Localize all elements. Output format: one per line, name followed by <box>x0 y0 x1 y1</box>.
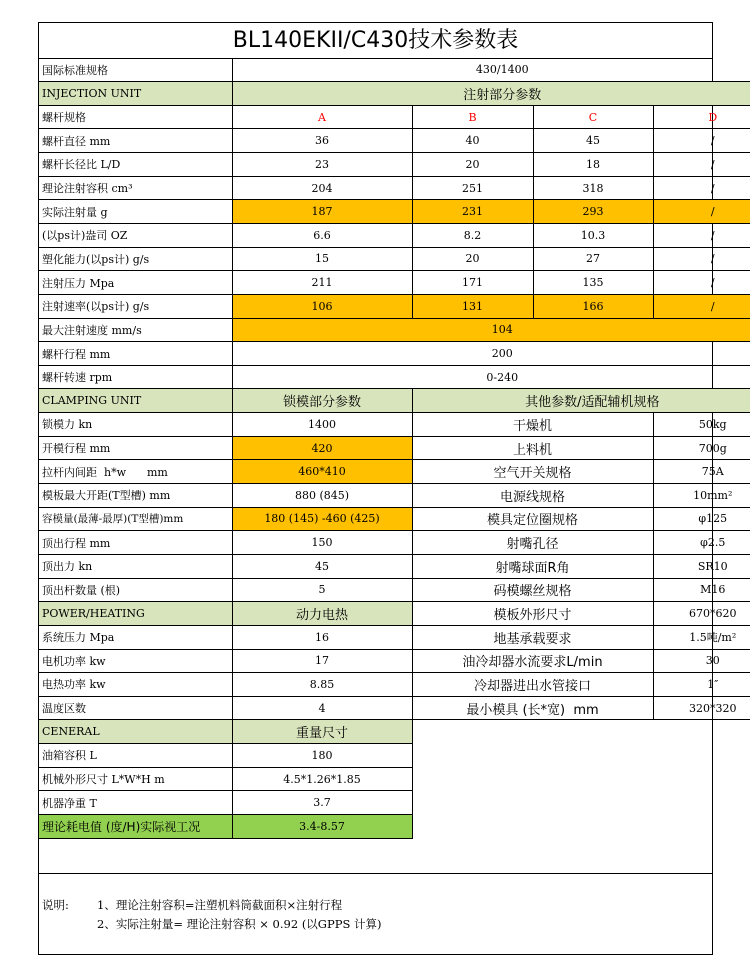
row-value: 420 <box>232 436 412 460</box>
other-value: 75A <box>653 460 750 484</box>
cell: / <box>653 176 750 200</box>
row-value: 3.4-8.57 <box>232 815 412 839</box>
row-rpm <box>39 365 750 389</box>
cell: 10.3 <box>533 223 653 247</box>
notes-section <box>39 873 712 955</box>
row-label: 螺杆行程 mm <box>39 342 232 366</box>
row-shot <box>39 200 750 224</box>
cell: 18 <box>533 153 653 177</box>
row-value: 180 <box>232 744 412 768</box>
row-label: 顶出力 kn <box>39 554 232 578</box>
other-value: SR10 <box>653 554 750 578</box>
other-value: 700g <box>653 436 750 460</box>
row-label: 模板最大开距(T型槽) mm <box>39 484 232 508</box>
row-ejpins <box>39 578 750 602</box>
row-value: 5 <box>232 578 412 602</box>
other-value: 1.5吨/m² <box>653 625 750 649</box>
cell: 187 <box>232 200 412 224</box>
row-maxspeed <box>39 318 750 342</box>
note-line-2: 2、实际注射量= 理论注射容积 × 0.92 (以GPPS 计算) <box>97 917 382 931</box>
section-title: 注射部分参数 <box>232 82 750 106</box>
row-tiebar <box>39 460 750 484</box>
section-label: POWER/HEATING <box>39 602 232 626</box>
row-label: 机器净重 T <box>39 791 232 815</box>
section-label: CENERAL <box>39 720 232 744</box>
other-value: 10mm² <box>653 484 750 508</box>
sheet-title: BL140EKII/C430技术参数表 <box>39 23 712 59</box>
other-label: 码模螺丝规格 <box>412 578 653 602</box>
row-label: 拉杆内间距 h*w mm <box>39 460 232 484</box>
row-label: 最大注射速度 mm/s <box>39 318 232 342</box>
section-label: CLAMPING UNIT <box>39 389 232 413</box>
other-value: φ2.5 <box>653 531 750 555</box>
cell: 36 <box>232 129 412 153</box>
row-label: 国际标准规格 <box>39 58 232 82</box>
row-label: 系统压力 Mpa <box>39 625 232 649</box>
row-ld <box>39 153 750 177</box>
other-label: 模具定位圈规格 <box>412 507 653 531</box>
row-label: 注射压力 Mpa <box>39 271 232 295</box>
other-value: 1″ <box>653 673 750 697</box>
other-label: 地基承载要求 <box>412 625 653 649</box>
cell: / <box>653 223 750 247</box>
row-screw <box>39 105 750 129</box>
cell: 45 <box>533 129 653 153</box>
row-volume <box>39 176 750 200</box>
cell: 171 <box>412 271 533 295</box>
row-label: 实际注射量 g <box>39 200 232 224</box>
cell: 318 <box>533 176 653 200</box>
section-title: 动力电热 <box>232 602 412 626</box>
row-label: 螺杆长径比 L/D <box>39 153 232 177</box>
row-label: 容模量(最薄-最厚)(T型槽)mm <box>39 507 232 531</box>
note-line-1: 1、理论注射容积=注塑机料筒截面积×注射行程 <box>97 898 343 912</box>
row-label: 顶出行程 mm <box>39 531 232 555</box>
row-openstroke <box>39 436 750 460</box>
screw-a: A <box>232 105 412 129</box>
row-plast <box>39 247 750 271</box>
row-value: 0-240 <box>232 365 750 389</box>
cell: 20 <box>412 247 533 271</box>
other-label: 冷却器进出水管接口 <box>412 673 653 697</box>
cell: / <box>653 129 750 153</box>
cell: 23 <box>232 153 412 177</box>
other-label: 上料机 <box>412 436 653 460</box>
other-value: 320*320 <box>653 696 750 720</box>
row-label: 塑化能力(以ps计) g/s <box>39 247 232 271</box>
row-label: 温度区数 <box>39 696 232 720</box>
row-ejstroke <box>39 531 750 555</box>
row-label: 机械外形尺寸 L*W*H m <box>39 767 232 791</box>
other-value: 30 <box>653 649 750 673</box>
row-label: 油箱容积 L <box>39 744 232 768</box>
row-label: 理论注射容积 cm³ <box>39 176 232 200</box>
row-value: 3.7 <box>232 791 412 815</box>
row-label: 开模行程 mm <box>39 436 232 460</box>
section-title-other: 其他参数/适配辅机规格 <box>412 389 750 413</box>
row-general-header <box>39 720 750 744</box>
cell: / <box>653 200 750 224</box>
row-label: 螺杆直径 mm <box>39 129 232 153</box>
row-value: 17 <box>232 649 412 673</box>
row-zones <box>39 696 750 720</box>
cell: / <box>653 294 750 318</box>
other-value: 50kg <box>653 413 750 437</box>
row-clampforce <box>39 413 750 437</box>
cell: / <box>653 247 750 271</box>
cell: 211 <box>232 271 412 295</box>
other-label: 电源线规格 <box>412 484 653 508</box>
cell: 27 <box>533 247 653 271</box>
cell: 231 <box>412 200 533 224</box>
other-label: 油冷却器水流要求L/min <box>412 649 653 673</box>
cell: 204 <box>232 176 412 200</box>
row-label: 电机功率 kw <box>39 649 232 673</box>
row-value: 4 <box>232 696 412 720</box>
row-value: 1400 <box>232 413 412 437</box>
row-label: 电热功率 kw <box>39 673 232 697</box>
other-value: φ125 <box>653 507 750 531</box>
row-value: 8.85 <box>232 673 412 697</box>
cell: 293 <box>533 200 653 224</box>
row-oz <box>39 223 750 247</box>
other-label: 射嘴球面R角 <box>412 554 653 578</box>
cell: 6.6 <box>232 223 412 247</box>
other-label: 射嘴孔径 <box>412 531 653 555</box>
row-daylight <box>39 484 750 508</box>
row-power-header <box>39 602 750 626</box>
row-heater <box>39 673 750 697</box>
row-stroke <box>39 342 750 366</box>
cell: 40 <box>412 129 533 153</box>
row-value: 16 <box>232 625 412 649</box>
row-syspress <box>39 625 750 649</box>
spec-sheet <box>38 22 737 955</box>
cell: / <box>653 271 750 295</box>
other-value: 670*620 <box>653 602 750 626</box>
row-label: 螺杆规格 <box>39 105 232 129</box>
row-motor <box>39 649 750 673</box>
row-value: 460*410 <box>232 460 412 484</box>
other-label: 空气开关规格 <box>412 460 653 484</box>
screw-c: C <box>533 105 653 129</box>
section-title: 锁模部分参数 <box>232 389 412 413</box>
row-value: 45 <box>232 554 412 578</box>
section-label: INJECTION UNIT <box>39 82 232 106</box>
row-label: 顶出杆数量 (根) <box>39 578 232 602</box>
cell: 106 <box>232 294 412 318</box>
cell: 20 <box>412 153 533 177</box>
other-label: 最小模具 (长*宽) mm <box>412 696 653 720</box>
row-ejforce <box>39 554 750 578</box>
row-label: 螺杆转速 rpm <box>39 365 232 389</box>
row-value: 430/1400 <box>232 58 750 82</box>
row-injection-header <box>39 82 750 106</box>
row-pressure <box>39 271 750 295</box>
row-value: 4.5*1.26*1.85 <box>232 767 412 791</box>
other-label: 干燥机 <box>412 413 653 437</box>
row-intl <box>39 58 750 82</box>
cell: 131 <box>412 294 533 318</box>
cell: / <box>653 153 750 177</box>
cell: 8.2 <box>412 223 533 247</box>
row-value: 880 (845) <box>232 484 412 508</box>
screw-b: B <box>412 105 533 129</box>
cell: 251 <box>412 176 533 200</box>
row-clamping-header <box>39 389 750 413</box>
row-diameter <box>39 129 750 153</box>
row-moldheight <box>39 507 750 531</box>
other-label: 模板外形尺寸 <box>412 602 653 626</box>
row-label: 锁模力 kn <box>39 413 232 437</box>
blank-area <box>412 720 750 838</box>
cell: 166 <box>533 294 653 318</box>
row-value: 104 <box>232 318 750 342</box>
screw-d: D <box>653 105 750 129</box>
row-value: 200 <box>232 342 750 366</box>
spec-table <box>39 58 750 839</box>
row-label: 注射速率(以ps计) g/s <box>39 294 232 318</box>
other-value: M16 <box>653 578 750 602</box>
row-value: 180 (145) -460 (425) <box>232 507 412 531</box>
row-label: (以ps计)盎司 OZ <box>39 223 232 247</box>
row-value: 150 <box>232 531 412 555</box>
row-rate <box>39 294 750 318</box>
cell: 135 <box>533 271 653 295</box>
notes-label: 说明: <box>42 898 69 912</box>
section-title: 重量尺寸 <box>232 720 412 744</box>
row-label: 理论耗电值 (度/H)实际视工况 <box>39 815 232 839</box>
cell: 15 <box>232 247 412 271</box>
